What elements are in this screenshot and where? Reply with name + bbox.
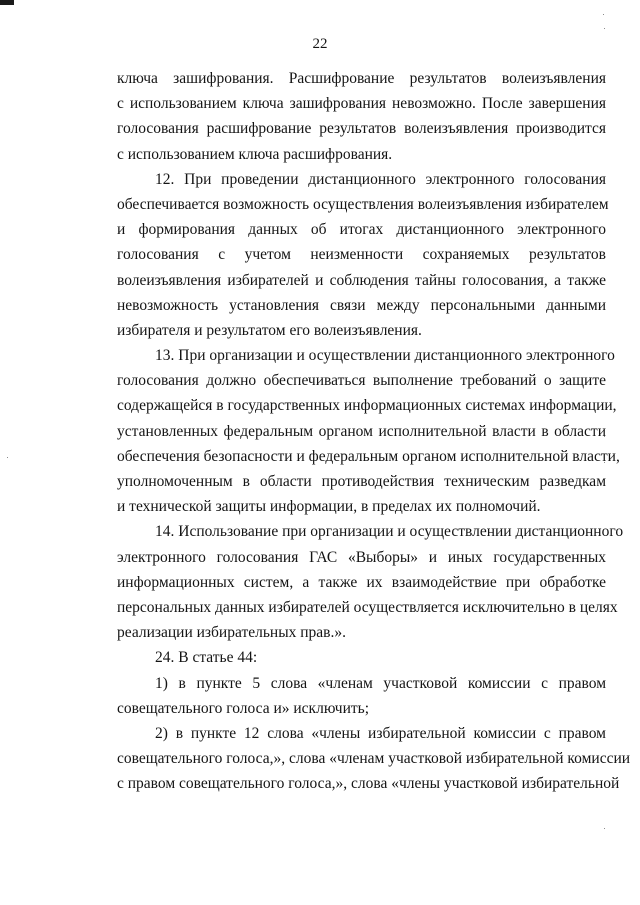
text-line: совещательного голоса,», слова «членам участковой избирательной комиссии — [117, 750, 631, 768]
text-line: обеспечения безопасности и федеральным органом исполнительной власти, — [117, 447, 620, 465]
text-line: электронного голосования ГАС «Выборы» и иных государственных — [117, 548, 606, 566]
text-line: содержащейся в государственных информационных системах информации, — [117, 397, 617, 415]
text-line: персональных данных избирателей осуществляется исключительно в целях — [117, 598, 618, 616]
text-line: и формирования данных об итогах дистанционного электронного — [117, 221, 606, 239]
text-line: обеспечивается возможность осуществления волеизъявления избирателем — [117, 195, 609, 213]
paragraph-12-first-line: 12. При проведении дистанционного электронного голосования — [155, 170, 606, 188]
text-line: с использованием ключа зашифрования невозможно. После завершения — [117, 95, 606, 113]
text-line: с правом совещательного голоса,», слова «члены участковой избирательной — [117, 775, 620, 793]
text-line: волеизъявления избирателей и соблюдения тайны голосования, а также — [117, 271, 606, 289]
text-line: информационных систем, а также их взаимодействие при обработке — [117, 573, 606, 591]
text-line: ключа зашифрования. Расшифрование результатов волеизъявления — [117, 70, 606, 87]
scan-speck — [604, 28, 605, 29]
text-line: голосования расшифрование результатов волеизъявления производится — [117, 120, 606, 138]
scan-corner-mark — [0, 0, 14, 5]
text-line: голосования должно обеспечиваться выполнение требований о защите — [117, 372, 606, 390]
scan-speck — [7, 457, 8, 458]
text-line: реализации избирательных прав.». — [117, 624, 346, 642]
paragraph-14-first-line: 14. Использование при организации и осуществлении дистанционного — [155, 523, 624, 541]
text-line: голосования с учетом неизменности сохраняемых результатов — [117, 246, 606, 264]
scan-speck — [603, 14, 604, 15]
text-line: и технической защиты информации, в пределах их полномочий. — [117, 498, 541, 516]
document-body — [117, 66, 631, 796]
text-line: совещательного голоса и» исключить; — [117, 699, 370, 717]
text-line: избирателя и результатом его волеизъявления. — [117, 321, 422, 339]
item-2-first-line: 2) в пункте 12 слова «члены избирательной комиссии с правом — [155, 724, 606, 742]
text-line: уполномоченным в области противодействия техническим разведкам — [117, 473, 606, 490]
page-number: 22 — [312, 36, 328, 52]
article-44-heading: 24. В статье 44: — [155, 649, 258, 667]
text-line: установленных федеральным органом исполнительной власти в области — [117, 422, 606, 440]
scan-speck — [604, 828, 605, 829]
item-1-first-line: 1) в пункте 5 слова «членам участковой комиссии с правом — [155, 674, 606, 692]
text-line: невозможность установления связи между персональными данными — [117, 296, 606, 314]
text-line: с использованием ключа расшифрования. — [117, 145, 393, 163]
paragraph-13-first-line: 13. При организации и осуществлении дистанционного электронного — [155, 347, 615, 365]
